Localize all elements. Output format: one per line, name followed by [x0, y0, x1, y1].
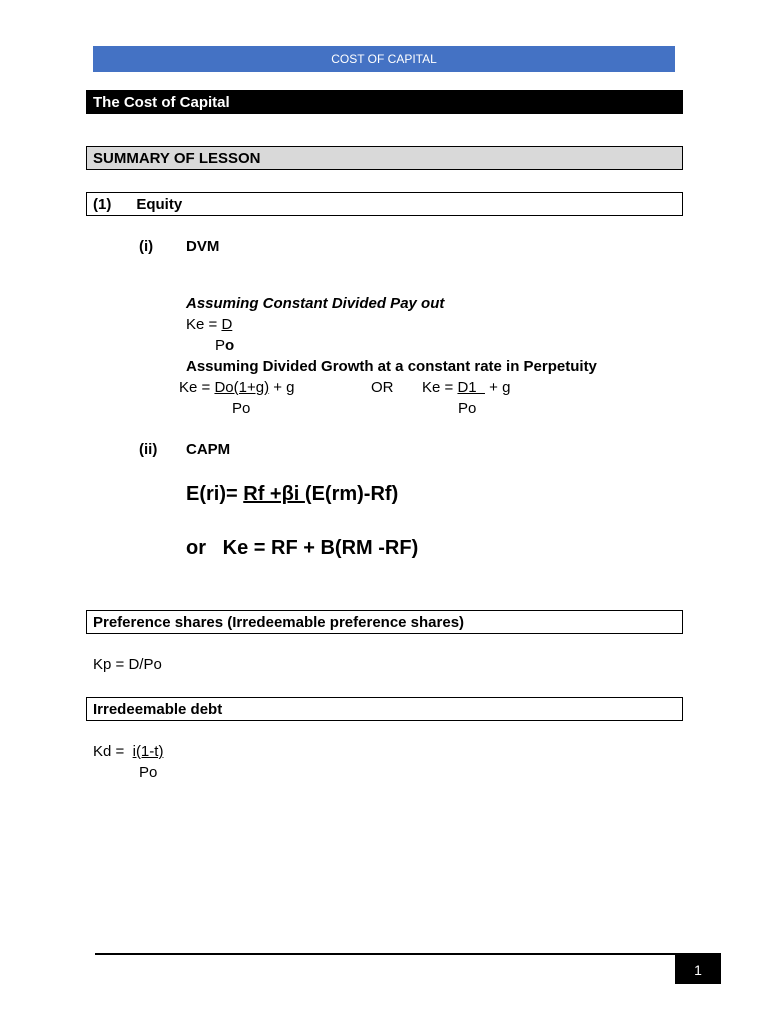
equity-heading-box: [86, 192, 683, 216]
page-number: 1: [694, 961, 702, 978]
equity-label: Equity: [136, 195, 183, 213]
ke-denominator: [215, 337, 234, 354]
capm-alt-formula: or Ke = RF + B(RM -RF): [186, 537, 419, 559]
equity-number: (1): [93, 195, 112, 213]
preference-heading: Preference shares (Irredeemable preference shares): [93, 613, 465, 631]
main-title-bar: [86, 90, 683, 114]
capm-number: (ii): [139, 441, 158, 458]
kd-numerator: i(1-t): [132, 743, 164, 760]
ke-denominator-p: P: [215, 337, 226, 354]
alt-ke-prefix: Ke =: [422, 379, 458, 396]
capm-formula-underlined: Rf +βi: [243, 483, 305, 505]
header-title: COST OF CAPITAL: [331, 52, 437, 66]
capm-label: CAPM: [186, 441, 231, 458]
capm-formula-suffix: (E(rm)-Rf): [304, 483, 399, 505]
ke-constant-formula: [186, 316, 232, 333]
footer-divider: [95, 953, 721, 955]
alt-ke-formula: [422, 379, 510, 396]
alt-denominator: Po: [458, 400, 477, 417]
or-text: OR: [371, 379, 394, 396]
growth-denominator: Po: [232, 400, 251, 417]
preference-heading-box: [86, 610, 683, 634]
growth-ke-formula: [179, 379, 295, 396]
growth-ke-prefix: Ke =: [179, 379, 215, 396]
growth-heading: Assuming Divided Growth at a constant rate in Perpetuity: [186, 358, 597, 375]
ke-numerator: D: [221, 316, 233, 333]
kd-formula: [93, 743, 163, 760]
capm-formula-prefix: E(ri)=: [186, 483, 244, 505]
ke-denominator-o: o: [225, 337, 235, 354]
dvm-number: (i): [139, 238, 154, 255]
preference-formula: Kp = D/Po: [93, 656, 162, 673]
debt-heading: Irredeemable debt: [93, 700, 223, 718]
growth-suffix: + g: [269, 379, 295, 396]
debt-heading-box: [86, 697, 683, 721]
alt-numerator: D1: [457, 379, 485, 396]
page-number-box: [675, 955, 721, 984]
capm-formula: [186, 483, 398, 506]
kd-prefix: Kd =: [93, 743, 133, 760]
constant-payout-heading: Assuming Constant Divided Pay out: [186, 295, 445, 312]
document-header-banner: [93, 46, 675, 72]
summary-heading-box: [86, 146, 683, 170]
kd-denominator: Po: [139, 764, 158, 781]
main-title: The Cost of Capital: [93, 93, 230, 111]
growth-numerator: Do(1+g): [214, 379, 270, 396]
summary-heading: SUMMARY OF LESSON: [93, 149, 261, 167]
dvm-label: DVM: [186, 238, 220, 255]
ke-prefix: Ke =: [186, 316, 222, 333]
alt-suffix: + g: [484, 379, 511, 396]
